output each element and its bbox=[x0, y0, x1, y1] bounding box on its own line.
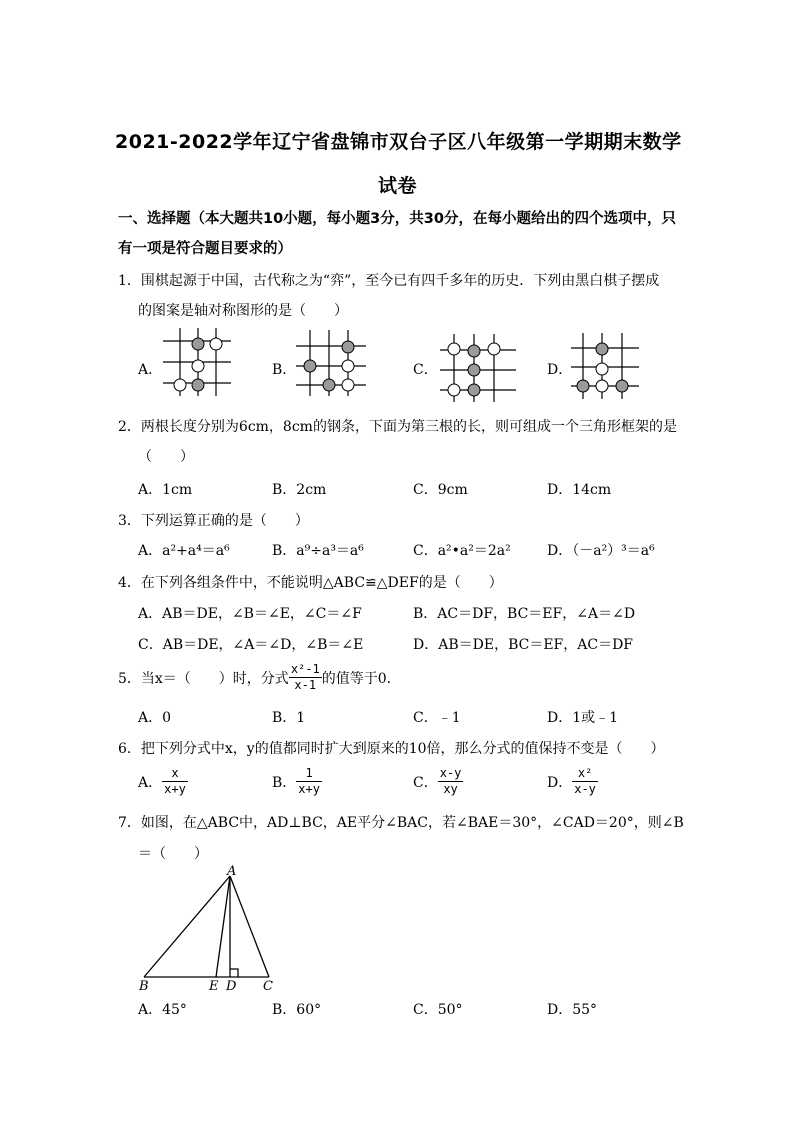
q3-option-b: B．a⁹÷a³＝a⁶ bbox=[272, 543, 364, 559]
q2-option-a: A．1cm bbox=[138, 482, 193, 498]
q1-option-d-go-pattern bbox=[571, 333, 639, 399]
fraction-numerator: x² bbox=[572, 766, 598, 782]
q1-option-c-label: C． bbox=[413, 362, 438, 378]
q5-option-c: C．﹣1 bbox=[413, 710, 461, 726]
q6-option-a-fraction bbox=[162, 766, 188, 797]
q5-fraction-denominator: x-1 bbox=[294, 678, 317, 692]
fraction-numerator: x bbox=[162, 766, 188, 782]
q4-option-c: C．AB＝DE，∠A＝∠D，∠B＝∠E bbox=[138, 637, 364, 653]
fraction-denominator: x+y bbox=[298, 782, 320, 796]
q2-option-d: D．14cm bbox=[547, 482, 612, 498]
question-2-stem: 2．两根长度分别为6cm，8cm的钢条，下面为第三根的长，则可组成一个三角形框架的是 bbox=[118, 419, 677, 435]
q6-option-b bbox=[272, 766, 322, 797]
section-heading: 一、选择题（本大题共10小题，每小题3分，共30分，在每小题给出的四个选项中，只 bbox=[118, 211, 676, 227]
q1-option-c-go-pattern bbox=[440, 334, 516, 402]
q5-option-a: A．0 bbox=[138, 710, 172, 726]
question-6-stem: 6．把下列分式中x，y的值都同时扩大到原来的10倍，那么分式的值保持不变是（ ） bbox=[118, 741, 665, 757]
question-7-stem-continued: ＝（ ） bbox=[138, 846, 208, 862]
q5-stem-prefix: 5．当x＝（ ）时，分式 bbox=[118, 670, 289, 687]
q1-option-b-label: B． bbox=[272, 362, 297, 378]
question-1-stem: 1．围棋起源于中国，古代称之为“弈”，至今已有四千多年的历史．下列由黑白棋子摆成 bbox=[118, 273, 660, 289]
q3-option-c: C．a²•a²＝2a² bbox=[413, 543, 511, 559]
q5-stem-suffix: 的值等于0． bbox=[321, 670, 401, 687]
page-title: 2021-2022学年辽宁省盘锦市双台子区八年级第一学期期末数学 bbox=[115, 131, 682, 153]
q4-option-d: D．AB＝DE，BC＝EF，AC＝DF bbox=[413, 637, 634, 653]
q6-option-c bbox=[413, 766, 463, 797]
q4-option-b: B．AC＝DF，BC＝EF，∠A＝∠D bbox=[413, 606, 636, 622]
question-2-stem-continued: （ ） bbox=[138, 449, 194, 465]
q7-option-d: D．55° bbox=[547, 1002, 598, 1018]
question-4-stem: 4．在下列各组条件中，不能说明△ABC≌△DEF的是（ ） bbox=[118, 575, 503, 591]
section-heading-continued: 有一项是符合题目要求的） bbox=[118, 241, 292, 257]
vertex-label-a: A bbox=[227, 864, 237, 879]
fraction-denominator: x+y bbox=[164, 782, 186, 796]
q5-fraction-numerator: x²-1 bbox=[290, 662, 320, 676]
q3-option-d: D．（－a²）³＝a⁶ bbox=[547, 543, 655, 559]
vertex-label-c: C bbox=[263, 979, 273, 994]
point-label-d: D bbox=[226, 979, 237, 994]
q6-option-a bbox=[138, 766, 188, 797]
q6-option-d-fraction bbox=[572, 766, 598, 797]
q6-option-d bbox=[547, 766, 598, 797]
q5-fraction bbox=[289, 662, 322, 693]
question-3-stem: 3．下列运算正确的是（ ） bbox=[118, 513, 309, 529]
q1-option-d-label: D． bbox=[547, 362, 573, 378]
q3-option-a: A．a²+a⁴＝a⁶ bbox=[138, 543, 230, 559]
q7-option-c: C．50° bbox=[413, 1002, 463, 1018]
point-label-e: E bbox=[209, 979, 219, 994]
q1-option-a-go-pattern bbox=[163, 328, 231, 396]
q2-option-b: B．2cm bbox=[272, 482, 327, 498]
fraction-denominator: xy bbox=[443, 782, 458, 796]
q6-option-d-label: D． bbox=[547, 774, 573, 791]
page-title-continued: 试卷 bbox=[378, 175, 418, 197]
question-1-stem-continued: 的图案是轴对称图形的是（ ） bbox=[138, 303, 348, 319]
q6-option-c-fraction bbox=[438, 766, 464, 797]
triangle-figure bbox=[130, 862, 290, 997]
q4-option-a: A．AB＝DE，∠B＝∠E，∠C＝∠F bbox=[138, 606, 362, 622]
vertex-label-b: B bbox=[139, 979, 149, 994]
q5-option-d: D．1或﹣1 bbox=[547, 710, 619, 726]
fraction-numerator: x-y bbox=[439, 766, 462, 780]
q7-option-a: A．45° bbox=[138, 1002, 187, 1018]
q6-option-b-fraction bbox=[296, 766, 322, 797]
q6-option-a-label: A． bbox=[138, 774, 163, 791]
q6-option-b-label: B． bbox=[272, 774, 297, 791]
q5-option-b: B．1 bbox=[272, 710, 306, 726]
fraction-numerator: 1 bbox=[296, 766, 322, 782]
fraction-denominator: x-y bbox=[574, 782, 596, 796]
q1-option-a-label: A． bbox=[138, 362, 163, 378]
q6-option-c-label: C． bbox=[413, 774, 438, 791]
q2-option-c: C．9cm bbox=[413, 482, 468, 498]
q7-option-b: B．60° bbox=[272, 1002, 322, 1018]
question-5-stem bbox=[118, 662, 401, 693]
q1-option-b-go-pattern bbox=[296, 330, 366, 396]
question-7-stem: 7．如图，在△ABC中，AD⊥BC，AE平分∠BAC，若∠BAE＝30°，∠CAD＝20°，则∠B bbox=[118, 815, 684, 831]
